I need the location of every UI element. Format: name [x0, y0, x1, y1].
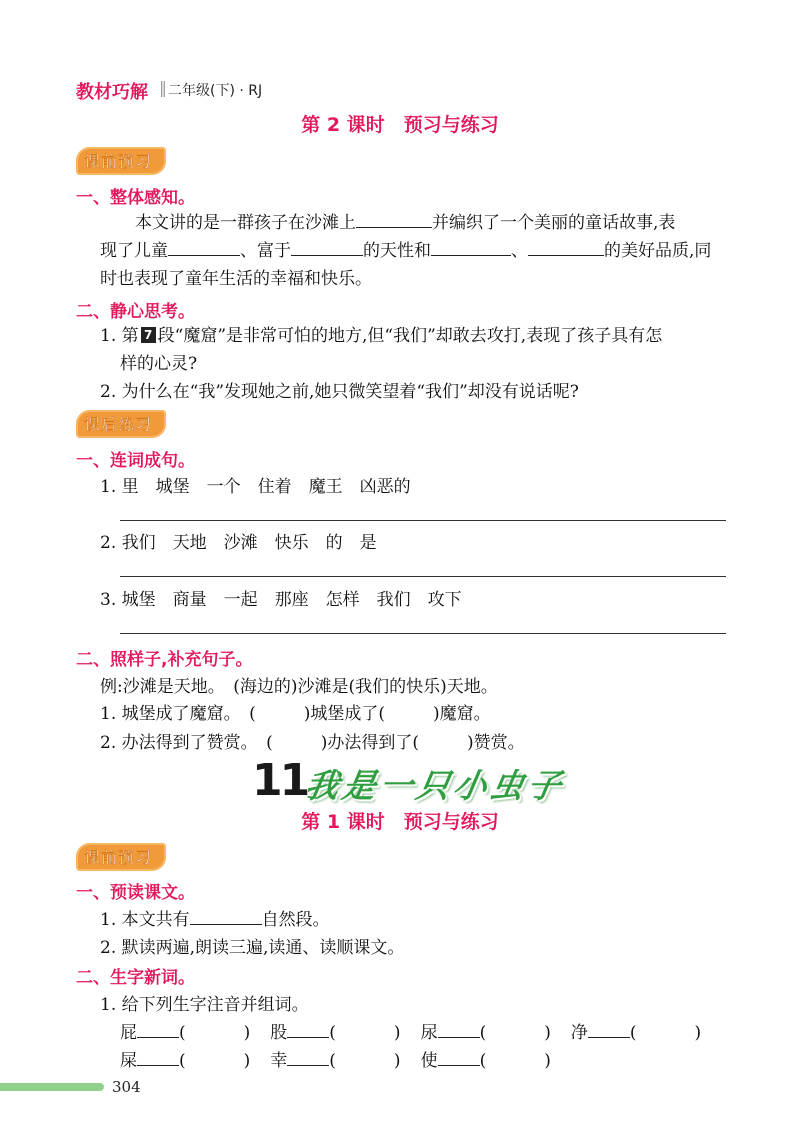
char: 股: [270, 1023, 288, 1043]
text: 、富于: [240, 241, 291, 261]
think-q1-cont: 样的心灵?: [120, 354, 198, 374]
text: 1. 城堡成了魔窟。 (: [100, 704, 256, 724]
char: 屁: [120, 1023, 137, 1043]
overall-line-2: [100, 237, 711, 265]
text: 并编织了一个美丽的童话故事,表: [432, 213, 676, 233]
section-think: 二、静心思考。: [76, 302, 195, 322]
paren: ): [544, 1051, 551, 1071]
header-separator: ‖: [159, 78, 165, 97]
text: 本文讲的是一群孩子在沙滩上: [135, 213, 356, 233]
text: 的天性和: [363, 241, 431, 261]
char: 幸: [270, 1051, 288, 1071]
preread-q1: [100, 905, 330, 930]
pinyin-blank[interactable]: [287, 1047, 329, 1066]
paren: ): [694, 1023, 702, 1043]
badge-label: 课后练习: [76, 410, 166, 438]
char-row-2: [120, 1046, 551, 1071]
sentence-q2: 2. 我们 天地 沙滩 快乐 的 是: [100, 533, 377, 553]
pinyin-blank[interactable]: [287, 1019, 329, 1038]
badge-label: 课前预习: [76, 147, 166, 175]
book-title: 教材巧解: [76, 82, 148, 103]
text: 2. 办法得到了赞赏。 (: [100, 733, 273, 753]
paren: (: [329, 1051, 336, 1071]
text: 现了儿童: [100, 241, 168, 261]
section-imitate: 二、照样子,补充句子。: [76, 650, 253, 670]
fill-blank[interactable]: [528, 237, 604, 256]
section-sentence: 一、连词成句。: [76, 451, 195, 471]
badge-label: 课前预习: [76, 843, 166, 871]
overall-line-1: [135, 209, 675, 237]
grade-label: 二年级(下) · RJ: [168, 83, 263, 99]
fill-blank[interactable]: [356, 209, 432, 228]
paren: (: [179, 1023, 186, 1043]
char-row-1: [120, 1018, 701, 1043]
char: 尿: [420, 1023, 438, 1043]
answer-line[interactable]: [120, 633, 726, 634]
answer-line[interactable]: [120, 576, 726, 577]
badge-pre-study: [76, 843, 166, 871]
text: )赞赏。: [467, 733, 525, 753]
page-number: 304: [112, 1078, 141, 1096]
paren: ): [544, 1023, 551, 1043]
imitate-example: 例:沙滩是天地。 (海边的)沙滩是(我们的快乐)天地。: [100, 677, 498, 697]
paren: (: [629, 1023, 637, 1043]
lesson-number: 11: [252, 755, 308, 806]
paren: ): [243, 1023, 251, 1043]
sentence-q1: 1. 里 城堡 一个 住着 魔王 凶恶的: [100, 477, 411, 497]
lesson-title-1: 第 1 课时 预习与练习: [301, 811, 499, 833]
sentence-q3: 3. 城堡 商量 一起 那座 怎样 我们 攻下: [100, 590, 462, 610]
section-preread: 一、预读课文。: [76, 883, 195, 903]
text: )魔窟。: [433, 704, 491, 724]
paren: (: [329, 1023, 336, 1043]
text: 1. 本文共有: [100, 910, 190, 930]
section-overall: 一、整体感知。: [76, 188, 195, 208]
pinyin-blank[interactable]: [438, 1019, 480, 1038]
badge-pre-study: [76, 147, 166, 175]
char: 屎: [120, 1051, 137, 1071]
pinyin-blank[interactable]: [137, 1047, 179, 1066]
fill-blank[interactable]: [190, 906, 262, 925]
text: 的美好品质,同: [604, 241, 712, 261]
answer-line[interactable]: [120, 520, 726, 521]
paren: ): [393, 1023, 401, 1043]
paragraph-number-box: 7: [141, 327, 156, 343]
imitate-q1: [100, 699, 491, 724]
think-q2: 2. 为什么在“我”发现她之前,她只微笑望着“我们”却没有说话呢?: [100, 382, 579, 402]
fill-blank[interactable]: [291, 237, 363, 256]
overall-line-3: 时也表现了童年生活的幸福和快乐。: [100, 269, 372, 289]
paren: (: [479, 1051, 487, 1071]
paren: (: [479, 1023, 487, 1043]
section-new-words: 二、生字新词。: [76, 968, 195, 988]
char: 净: [570, 1023, 588, 1043]
pinyin-blank[interactable]: [137, 1019, 179, 1038]
text: )城堡成了(: [303, 704, 386, 724]
paren: (: [179, 1051, 186, 1071]
lesson-name: 我是一只小虫子: [302, 766, 569, 805]
pinyin-blank[interactable]: [438, 1047, 480, 1066]
pinyin-blank[interactable]: [588, 1019, 630, 1038]
lesson-title-2: 第 2 课时 预习与练习: [301, 114, 499, 136]
text: )办法得到了(: [320, 733, 420, 753]
text: 自然段。: [261, 910, 330, 930]
paren: ): [393, 1051, 401, 1071]
text: 1. 第: [100, 326, 139, 346]
fill-blank[interactable]: [168, 237, 240, 256]
fill-blank[interactable]: [431, 237, 511, 256]
imitate-q2: [100, 728, 525, 753]
char: 使: [420, 1051, 438, 1071]
text: 段“魔窟”是非常可怕的地方,但“我们”却敢去攻打,表现了孩子具有怎: [157, 326, 663, 346]
new-words-q1: 1. 给下列生字注音并组词。: [100, 995, 309, 1015]
paren: ): [243, 1051, 251, 1071]
badge-post-practice: [76, 410, 166, 438]
think-q1: [100, 322, 662, 350]
page-accent-bar: [0, 1083, 104, 1091]
preread-q2: 2. 默读两遍,朗读三遍,读通、读顺课文。: [100, 938, 405, 958]
text: 、: [511, 241, 528, 261]
